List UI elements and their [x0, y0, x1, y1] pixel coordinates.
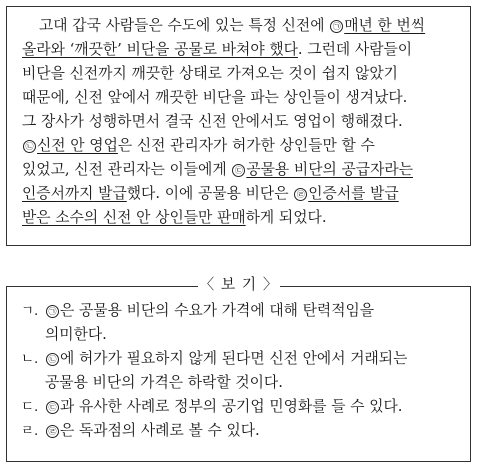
marker-digeut: ㉢ — [232, 164, 245, 177]
item-text: 은 독과점의 사례로 볼 수 있다. — [60, 422, 260, 439]
bogi-title: 〈 보 기 〉 — [199, 276, 279, 293]
passage-line-5 — [22, 112, 403, 132]
marker-nieun: ㉡ — [23, 140, 36, 153]
marker-rieul: ㉣ — [294, 188, 307, 201]
passage-line-1 — [39, 16, 425, 36]
underlined-phrase-rieul: 인증서를 발급 — [308, 185, 399, 202]
item-text: 은 공물용 비단의 수요가 가격에 대해 탄력적임을 — [60, 302, 375, 319]
underlined-phrase-digeut-cont: 인증서까지 발급 — [22, 185, 127, 202]
passage-text: 그 장사가 성행하면서 결국 신전 안에서도 영업이 행해졌다. — [22, 113, 403, 130]
passage-text: 은 신전 관리자가 허가한 상인들만 할 수 — [117, 137, 375, 154]
item-marker-digeut: ㄷ. — [21, 399, 39, 415]
item-marker-rieul: ㄹ. — [21, 423, 39, 439]
bogi-item-giyeok-line-1 — [45, 301, 374, 321]
passage-box — [6, 6, 471, 246]
passage-line-3 — [22, 64, 398, 84]
marker-nieun: ㉡ — [46, 353, 59, 366]
item-text: 과 유사한 사례로 정부의 공기업 민영화를 들 수 있다. — [60, 398, 403, 415]
passage-text: 하게 되었다. — [245, 209, 327, 226]
item-marker-nieun: ㄴ. — [21, 351, 39, 367]
item-text: 에 허가가 필요하지 않게 된다면 신전 안에서 거래되는 — [60, 350, 408, 367]
passage-line-4 — [22, 88, 407, 108]
passage-line-2 — [22, 40, 412, 60]
marker-giyeok: ㉠ — [330, 20, 343, 33]
passage-text: 고대 갑국 사람들은 수도에 있는 특정 신전에 — [39, 17, 330, 34]
bogi-item-giyeok-line-2: 의미한다. — [45, 326, 107, 343]
passage-text: 비단을 신전까지 깨끗한 상태로 가져오는 것이 쉽지 않았기 — [22, 65, 398, 82]
bogi-item-digeut-line-1 — [45, 397, 403, 417]
marker-digeut: ㉢ — [46, 401, 59, 414]
bogi-item-nieun-line-2: 공물용 비단의 가격은 하락할 것이다. — [45, 374, 283, 391]
item-marker-giyeok: ㄱ. — [21, 303, 39, 319]
underlined-phrase-rieul-cont: 받은 소수의 신전 안 상인들만 판매 — [22, 209, 246, 226]
underlined-phrase-giyeok-cont: 올라와 ‘깨끗한’ 비단을 공물로 바쳐야 했다 — [22, 41, 298, 58]
passage-line-7 — [22, 160, 413, 180]
marker-giyeok: ㉠ — [46, 305, 59, 318]
bogi-box — [6, 286, 471, 462]
passage-text: 때문에, 신전 앞에서 깨끗한 비단을 파는 상인들이 생겨났다. — [22, 89, 408, 106]
marker-rieul: ㉣ — [46, 425, 59, 438]
passage-line-9 — [22, 208, 327, 228]
passage-line-8 — [22, 184, 399, 204]
passage-line-6 — [22, 136, 375, 156]
passage-text: . 그런데 사람들이 — [297, 41, 413, 58]
underlined-phrase-digeut: 공물용 비단의 공급자라는 — [246, 161, 413, 178]
bogi-item-rieul-line-1 — [45, 421, 260, 441]
underlined-phrase-nieun: 신전 안 영업 — [37, 137, 118, 154]
underlined-phrase-giyeok: 매년 한 번씩 — [344, 17, 426, 34]
passage-text: 있었고, 신전 관리자는 이들에게 — [22, 161, 232, 178]
bogi-item-nieun-line-1 — [45, 349, 407, 369]
passage-text: 했다. 이에 공물용 비단은 — [126, 185, 294, 202]
